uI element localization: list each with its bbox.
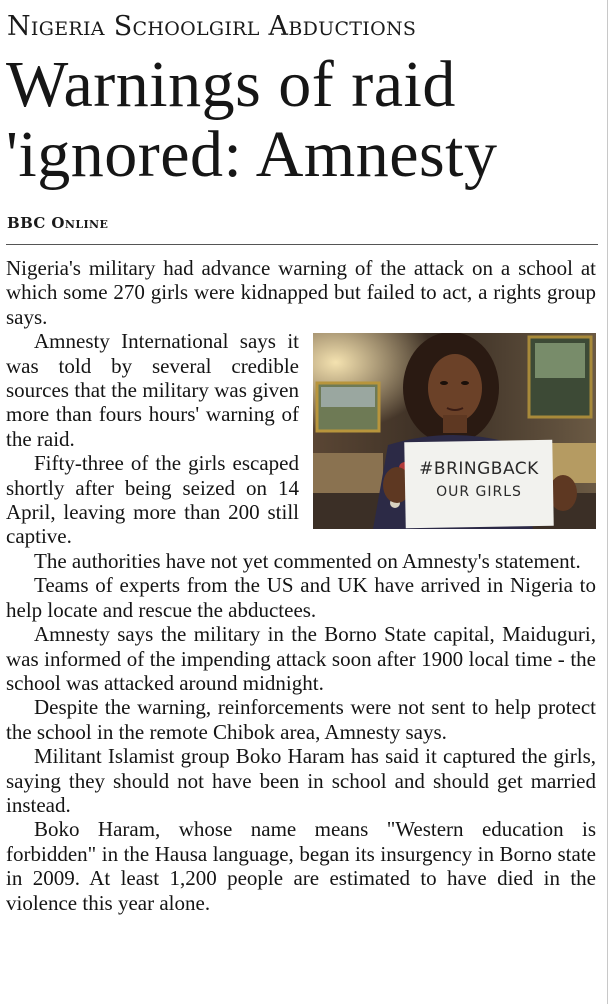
paragraph-3: Fifty-three of the girls escaped shortly after being seized on 14 April, leaving more than 200 still captive.	[6, 451, 299, 549]
article-body	[6, 256, 596, 915]
paragraph-1: Nigeria's military had advance warning of the attack on a school at which some 270 girls were kidnapped but failed to act, a rights group says.	[6, 256, 596, 329]
paragraph-5: Teams of experts from the US and UK have arrived in Nigeria to help locate and rescue the abductees.	[6, 573, 596, 622]
sign-line-2: OUR GIRLS	[436, 484, 522, 501]
paragraph-2: Amnesty International says it was told by several credible sources that the military was given more than fours hours' warning of the raid.	[6, 329, 299, 451]
byline-divider	[6, 244, 598, 245]
paragraph-7: Despite the warning, reinforcements were not sent to help protect the school in the remote Chibok area, Amnesty says.	[6, 695, 596, 744]
paragraph-8: Militant Islamist group Boko Haram has said it captured the girls, saying they should not have been in school and should get married instead.	[6, 744, 596, 817]
headline	[6, 50, 600, 190]
article-photo	[313, 333, 596, 529]
byline: BBC Online	[7, 214, 109, 232]
paragraph-6: Amnesty says the military in the Borno State capital, Maiduguri, was informed of the impending attack soon after 1900 local time - the school was attacked around midnight.	[6, 622, 596, 695]
headline-line-2: 'ignored: Amnesty	[6, 118, 498, 191]
headline-line-1: Warnings of raid	[6, 48, 456, 121]
protest-sign	[408, 445, 550, 525]
sign-line-1: #BRINGBACK	[419, 459, 539, 480]
column-edge-rule	[607, 0, 608, 1004]
section-kicker: Nigeria Schoolgirl Abductions	[7, 11, 417, 42]
paragraph-9: Boko Haram, whose name means "Western education is forbidden" in the Hausa language, began its insurgency in Borno state in 2009. At least 1,200 people are estimated to have died in the violence this year alone.	[6, 817, 596, 915]
paragraph-4: The authorities have not yet commented on Amnesty's statement.	[34, 548, 581, 573]
